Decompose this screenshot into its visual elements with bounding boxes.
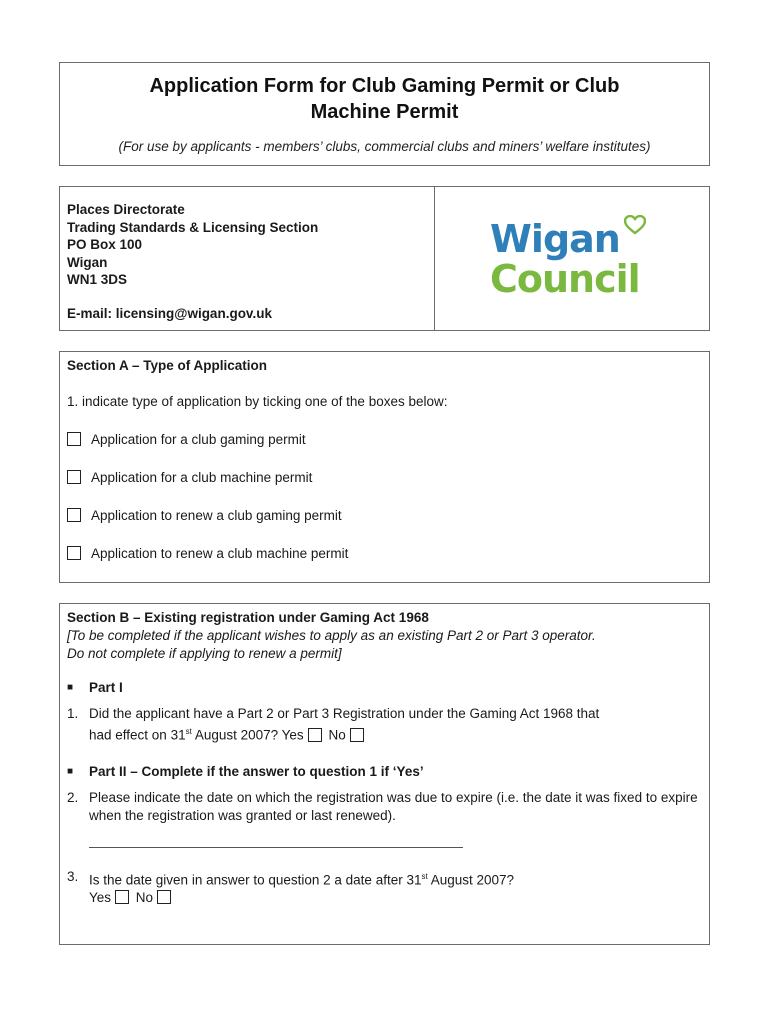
section-a <box>59 351 710 583</box>
q1-yes-checkbox[interactable] <box>308 728 322 742</box>
no-label: No <box>132 890 154 905</box>
bullet-icon: ■ <box>67 765 74 777</box>
section-b <box>59 603 710 945</box>
section-b-note-line-1: [To be completed if the applicant wishes to apply as an existing Part 2 or Part 3 operator. <box>67 628 596 643</box>
form-title-line-1: Application Form for Club Gaming Permit or Club <box>149 75 620 97</box>
address-line: Trading Standards & Licensing Section <box>67 219 319 235</box>
option-club-machine-permit[interactable] <box>67 469 709 485</box>
address-line: Wigan <box>67 254 108 270</box>
checkbox[interactable] <box>67 432 81 446</box>
address-box <box>59 186 710 331</box>
question-2 <box>67 789 701 825</box>
question-1-text-cont: had effect on 31 <box>89 727 186 743</box>
form-title <box>60 73 709 125</box>
question-number: 2. <box>67 789 79 805</box>
expiry-date-input-line[interactable] <box>89 847 463 848</box>
yes-label: Yes <box>89 890 112 905</box>
question-3-text: Is the date given in answer to question 2 a date after 31 <box>89 872 422 887</box>
logo-word-council: Council <box>490 257 640 301</box>
option-renew-club-machine-permit[interactable] <box>67 545 709 561</box>
option-label: Application for a club machine permit <box>91 469 313 485</box>
q1-no-checkbox[interactable] <box>350 728 364 742</box>
section-a-heading: Section A – Type of Application <box>67 358 268 373</box>
heart-icon <box>624 215 646 235</box>
logo-area <box>435 187 709 330</box>
option-label: Application to renew a club machine permit <box>91 545 349 561</box>
email-address: E-mail: licensing@wigan.gov.uk <box>67 305 272 321</box>
address-line: Places Directorate <box>67 202 185 217</box>
address-postcode: WN1 3DS <box>67 272 128 287</box>
question-3 <box>67 868 701 908</box>
question-number: 3. <box>67 868 79 884</box>
address-block <box>60 187 435 330</box>
section-b-note-line-2: Do not complete if applying to renew a permit] <box>67 646 342 661</box>
title-box <box>59 62 710 166</box>
option-renew-club-gaming-permit[interactable] <box>67 507 709 523</box>
checkbox[interactable] <box>67 470 81 484</box>
checkbox[interactable] <box>67 508 81 522</box>
checkbox[interactable] <box>67 546 81 560</box>
superscript: st <box>185 727 192 736</box>
section-b-note <box>67 627 701 663</box>
form-subtitle: (For use by applicants - members’ clubs, commercial clubs and miners’ welfare institutes) <box>118 139 651 154</box>
question-1-text: Did the applicant have a Part 2 or Part 3 Registration under the Gaming Act 1968 that <box>89 706 600 721</box>
part-2-label: Part II – Complete if the answer to question 1 if ‘Yes’ <box>89 763 424 779</box>
part-1-heading <box>67 679 701 697</box>
question-3-text-cont: August 2007? <box>427 872 515 887</box>
superscript: st <box>421 871 428 881</box>
bullet-icon: ■ <box>67 682 74 693</box>
question-number: 1. <box>67 706 79 721</box>
address-line: PO Box 100 <box>67 237 143 252</box>
yes-label: August 2007? Yes <box>191 727 304 743</box>
option-label: Application for a club gaming permit <box>91 431 306 447</box>
section-a-question: 1. indicate type of application by ticking one of the boxes below: <box>67 394 448 409</box>
logo-word-wigan: Wigan <box>490 217 620 261</box>
q3-no-checkbox[interactable] <box>157 890 171 904</box>
section-b-heading: Section B – Existing registration under Gaming Act 1968 <box>67 610 429 625</box>
q3-yes-checkbox[interactable] <box>115 890 129 904</box>
option-label: Application to renew a club gaming permit <box>91 507 342 523</box>
part-1-label: Part I <box>89 680 123 695</box>
option-club-gaming-permit[interactable] <box>67 431 709 447</box>
question-1 <box>67 705 701 745</box>
question-2-text: Please indicate the date on which the registration was due to expire (i.e. the date it was fixed to expire when the registration was granted or last renewed). <box>89 789 698 823</box>
part-2-heading <box>67 763 701 781</box>
no-label: No <box>324 727 346 743</box>
form-title-line-2: Machine Permit <box>310 101 459 123</box>
wigan-council-logo <box>490 219 640 299</box>
